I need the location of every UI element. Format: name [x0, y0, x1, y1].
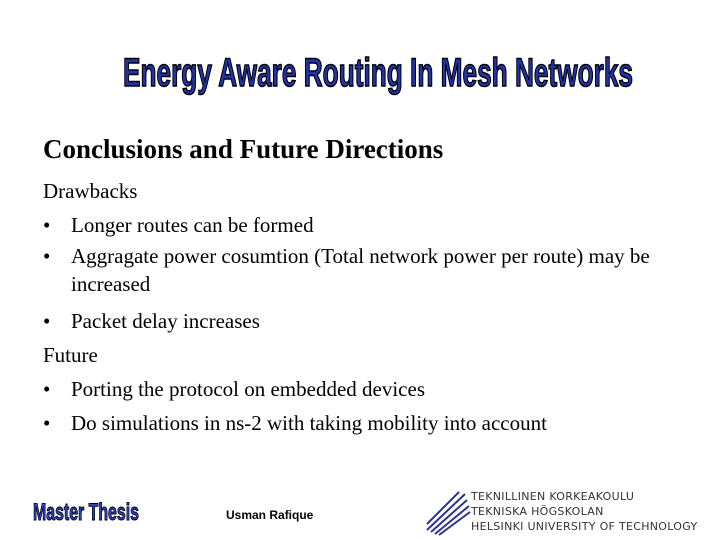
slide-body	[43, 174, 703, 440]
future-item-text: Porting the protocol on embedded devices	[71, 377, 425, 401]
author-name: Usman Rafique	[226, 508, 314, 522]
drawbacks-heading: Drawbacks	[43, 179, 138, 203]
drawback-item-text: Aggragate power cosumtion (Total network power per route) may be increased	[71, 244, 650, 296]
list-item	[43, 304, 703, 338]
university-name-sv: TEKNISKA HÖGSKOLAN	[471, 505, 604, 518]
university-emblem-icon	[425, 488, 471, 536]
master-thesis-logo	[30, 493, 142, 527]
university-name-en: HELSINKI UNIVERSITY OF TECHNOLOGY	[471, 520, 698, 533]
slide-title: Conclusions and Future Directions	[43, 134, 444, 164]
university-logo	[425, 488, 715, 536]
drawback-item-text: Longer routes can be formed	[71, 213, 314, 237]
bullet-icon: •	[43, 213, 51, 237]
bullet-icon: •	[43, 244, 51, 268]
list-item	[43, 372, 703, 406]
bullet-icon: •	[43, 309, 51, 333]
master-thesis-logo-text: Master Thesis	[33, 499, 139, 526]
university-name-fi: TEKNILLINEN KORKEAKOULU	[471, 490, 635, 503]
list-item	[43, 208, 703, 242]
bullet-icon: •	[43, 377, 51, 401]
banner-title-text: Energy Aware Routing In Mesh Networks	[123, 51, 633, 95]
list-item	[43, 406, 703, 440]
list-item	[43, 242, 703, 298]
future-item-text: Do simulations in ns-2 with taking mobility into account	[71, 411, 547, 435]
slide-banner-title	[118, 38, 638, 104]
drawback-item-text: Packet delay increases	[71, 309, 260, 333]
future-heading: Future	[43, 343, 98, 367]
bullet-icon: •	[43, 411, 51, 435]
